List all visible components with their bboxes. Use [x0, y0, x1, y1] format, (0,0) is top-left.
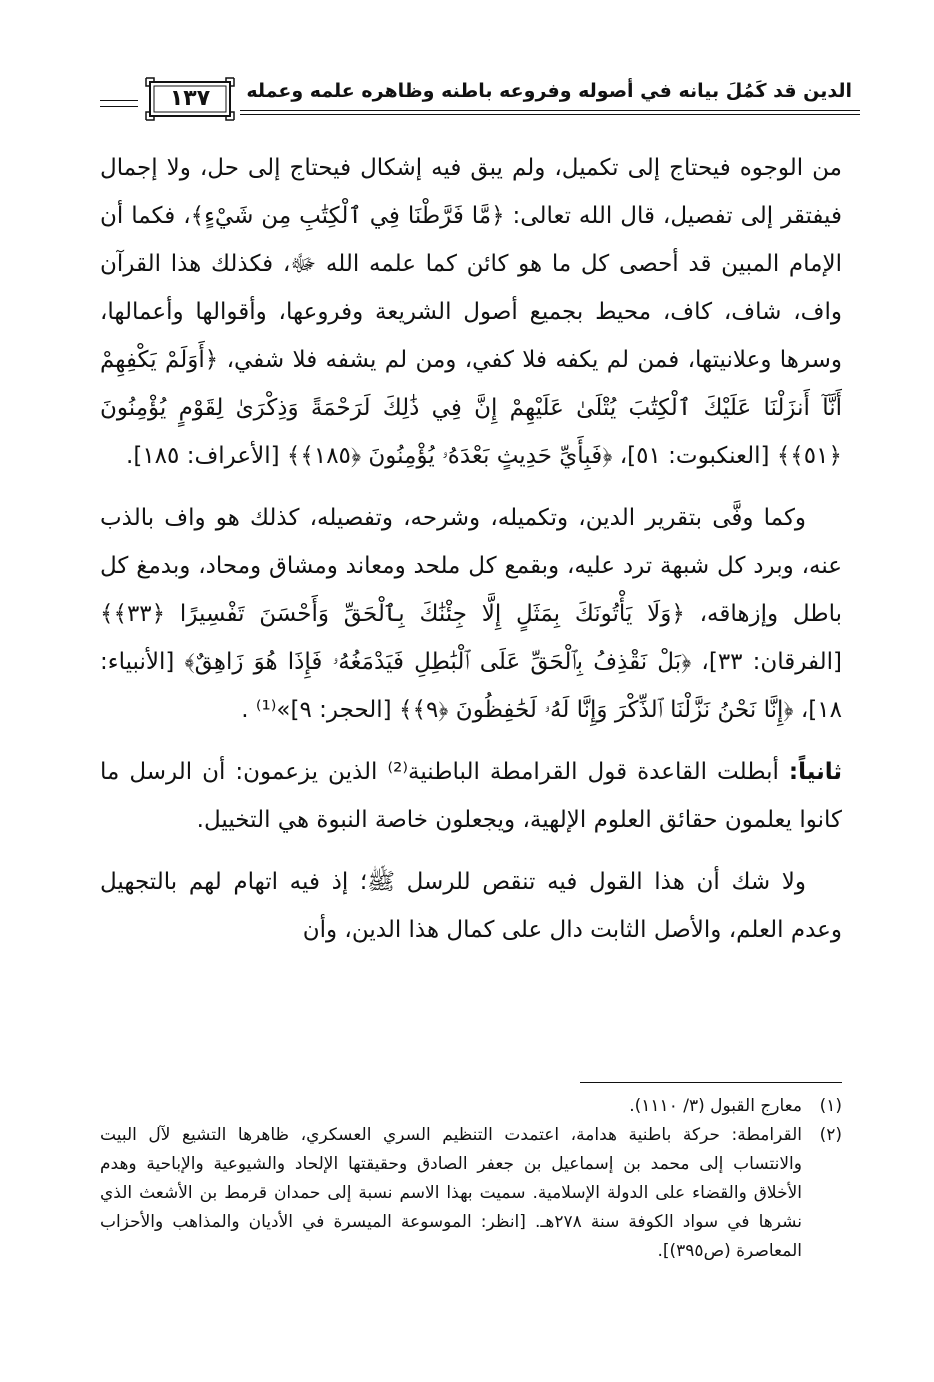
header-rule-left	[100, 100, 138, 101]
paragraph-3-lead: ثانياً:	[788, 759, 843, 785]
footnote-text: القرامطة: حركة باطنية هدامة، اعتمدت التنظيم السري العسكري، ظاهرها التشيع لآل البيت والانتساب إلى محمد بن إسماعيل بن جعفر الصادق وحقيقتها الإلحاد والشيوعية والإباحية وهدم الأخلاق والقضاء على الدولة الإسلامية. سميت بهذا الاسم نسبة إلى حمدان قرمط بن الأشعث الذي نشرها في سواد الكوفة سنة ٢٧٨هـ. [انظر: الموسوعة الميسرة في الأديان والمذاهب والأحزاب المعاصرة (ص٣٩٥)].	[100, 1125, 802, 1261]
footnote	[100, 1092, 842, 1121]
footnote-separator	[580, 1082, 842, 1083]
page-number-frame	[144, 76, 236, 122]
footnote-number: (٢)	[819, 1125, 842, 1145]
paragraph-1: من الوجوه فيحتاج إلى تكميل، ولم يبق فيه إشكال فيحتاج إلى حل، ولا إجمال فيفتقر إلى تفصيل، قال الله تعالى: ﴿مَّا فَرَّطْنَا فِي ٱلْكِتَٰبِ مِن شَيْءٍ﴾، فكما أن الإمام المبين قد أحصى كل ما هو كائن كما علمه الله ﷻ، فكذلك هذا القرآن واف، شاف، كاف، محيط بجميع أصول الشريعة وفروعها، وأقوالها وأعمالها، وسرها وعلانيتها، فمن لم يكفه فلا كفي، ومن لم يشفه فلا شفي، ﴿أَوَلَمْ يَكْفِهِمْ أَنَّآ أَنزَلْنَا عَلَيْكَ ٱلْكِتَٰبَ يُتْلَىٰ عَلَيْهِمْ إِنَّ فِي ذَٰلِكَ لَرَحْمَةً وَذِكْرَىٰ لِقَوْمٍ يُؤْمِنُونَ ﴿٥١﴾﴾ [العنكبوت: ٥١]، ﴿فَبِأَيِّ حَدِيثٍ بَعْدَهُۥ يُؤْمِنُونَ ﴿١٨٥﴾﴾ [الأعراف: ١٨٥].	[100, 155, 842, 469]
footnotes	[100, 1092, 842, 1266]
paragraph-3-text: أبطلت القاعدة قول القرامطة الباطنية⁽²⁾ الذين يزعمون: أن الرسل ما كانوا يعلمون حقائق العلوم الإلهية، ويجعلون خاصة النبوة هي التخييل.	[100, 759, 842, 833]
running-title: الدين قد كَمُلَ بيانه في أصوله وفروعه باطنه وظاهره علمه وعمله	[246, 80, 852, 102]
header-rule	[240, 110, 860, 111]
paragraph-4: ولا شك أن هذا القول فيه تنقص للرسل ﷺ؛ إذ فيه اتهام لهم بالتجهيل وعدم العلم، والأصل الثابت دال على كمال هذا الدين، وأن	[100, 869, 842, 943]
footnote-number: (١)	[819, 1096, 842, 1116]
paragraph-2: وكما وفَّى بتقرير الدين، وتكميله، وشرحه، وتفصيله، كذلك هو واف بالذب عنه، وبرد كل شبهة ترد عليه، وبقمع كل ملحد ومعاند ومشاق ومحاد، وبدمغ كل باطل وإزهاقه، ﴿وَلَا يَأْتُونَكَ بِمَثَلٍ إِلَّا جِئْنَٰكَ بِٱلْحَقِّ وَأَحْسَنَ تَفْسِيرًا ﴿٣٣﴾﴾ [الفرقان: ٣٣]، ﴿بَلْ نَقْذِفُ بِٱلْحَقِّ عَلَى ٱلْبَٰطِلِ فَيَدْمَغُهُۥ فَإِذَا هُوَ زَاهِقٌ﴾ [الأنبياء: ١٨]، ﴿إِنَّا نَحْنُ نَزَّلْنَا ٱلذِّكْرَ وَإِنَّا لَهُۥ لَحَٰفِظُونَ ﴿٩﴾﴾ [الحجر: ٩]»⁽¹⁾ .	[100, 505, 842, 723]
page-header	[100, 72, 860, 130]
header-rule-left-lower	[100, 106, 138, 107]
paragraph-3	[100, 748, 842, 844]
footnote	[100, 1121, 842, 1266]
header-rule-thin	[240, 114, 860, 115]
footnote-text: معارج القبول (٣/ ١١١٠).	[629, 1096, 802, 1116]
main-text	[100, 144, 842, 954]
page-number: ١٣٧	[169, 86, 211, 111]
